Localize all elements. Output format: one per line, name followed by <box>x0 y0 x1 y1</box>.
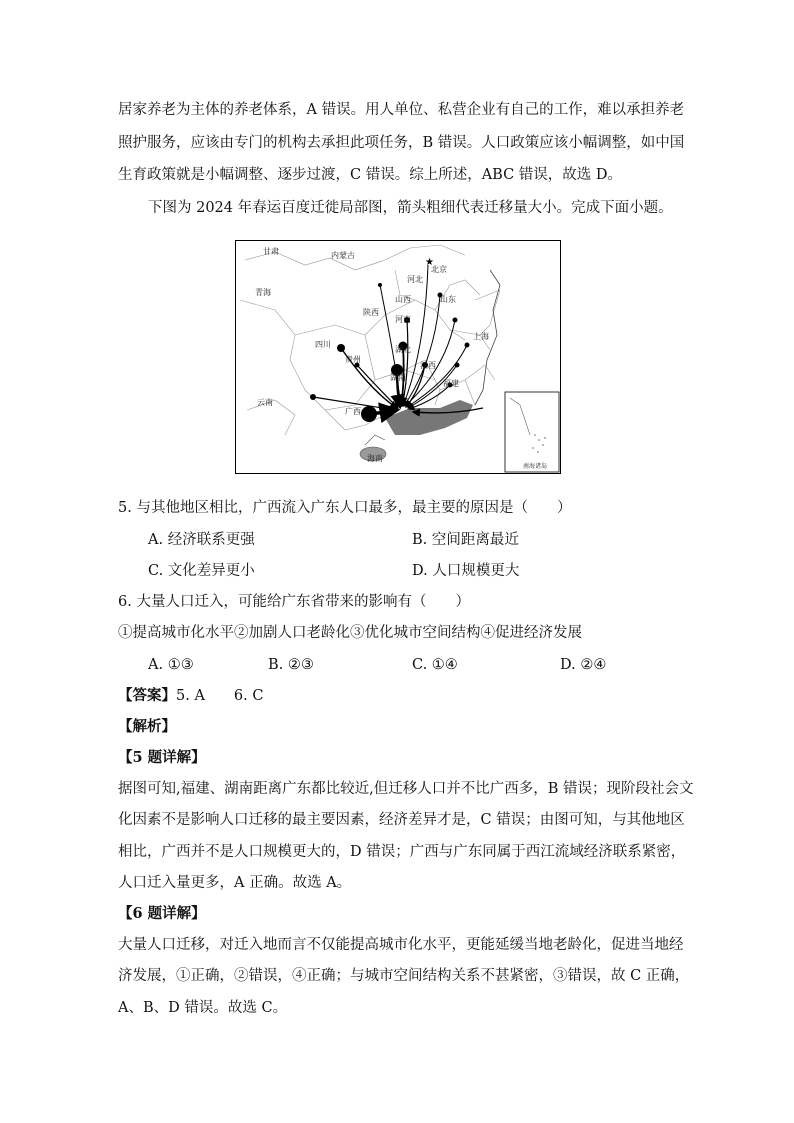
svg-text:云南: 云南 <box>257 398 273 407</box>
question-6-stem: 6. 大量人口迁入，可能给广东省带来的影响有（ ） <box>118 594 470 610</box>
q6-detail-label: 【6 题详解】 <box>118 905 206 922</box>
beijing-star-icon: ★ <box>425 257 434 268</box>
svg-text:福建: 福建 <box>443 379 459 388</box>
question-6-items: ①提高城市化水平②加剧人口老龄化③优化城市空间结构④促进经济发展 <box>118 625 582 641</box>
q5-detail-line: 据图可知,福建、湖南距离广东都比较近,但迁移人口并不比广西多，B 错误；现阶段社会文 <box>118 781 694 797</box>
q5-option-c: C. 文化差异更小 <box>148 563 255 579</box>
svg-text:陕西: 陕西 <box>363 308 379 317</box>
q6-option-b: B. ②③ <box>268 657 314 673</box>
svg-text:山西: 山西 <box>395 295 411 304</box>
svg-text:贵州: 贵州 <box>345 355 361 364</box>
text-line: 照护服务，应该由专门的机构去承担此项任务，B 错误。人口政策应该小幅调整，如中国 <box>118 135 685 151</box>
q5-option-d: D. 人口规模更大 <box>412 563 520 579</box>
q5-option-b: B. 空间距离最近 <box>412 532 519 548</box>
svg-text:山东: 山东 <box>440 295 456 304</box>
q6-detail-line: 大量人口迁移，对迁入地而言不仅能提高城市化水平，更能延缓当地老龄化，促进当地经 <box>118 937 684 953</box>
svg-text:湖北: 湖北 <box>395 345 411 354</box>
answer-text: 5. A 6. C <box>176 688 264 704</box>
q6-detail-line: A、B、D 错误。故选 C。 <box>118 1000 288 1016</box>
svg-text:湖南: 湖南 <box>390 373 406 382</box>
migration-map <box>235 240 561 474</box>
question-5-stem: 5. 与其他地区相比，广西流入广东人口最多，最主要的原因是（ ） <box>118 500 572 516</box>
svg-text:北京: 北京 <box>431 265 447 274</box>
svg-text:上海: 上海 <box>473 332 489 341</box>
svg-text:青海: 青海 <box>255 288 271 297</box>
q5-option-a: A. 经济联系更强 <box>148 532 255 548</box>
intro-text: 下图为 2024 年春运百度迁徙局部图，箭头粗细代表迁移量大小。完成下面小题。 <box>148 200 673 216</box>
q5-detail-line: 化因素不是影响人口迁移的最主要因素，经济差异才是，C 错误；由图可知，与其他地区 <box>118 812 685 828</box>
svg-text:海南: 海南 <box>367 454 383 463</box>
q5-detail-label: 【5 题详解】 <box>118 749 206 766</box>
q5-detail-line: 人口迁入量更多，A 正确。故选 A。 <box>118 875 352 891</box>
svg-text:江西: 江西 <box>420 361 436 370</box>
south-china-sea-inset <box>505 392 559 472</box>
text-line: 居家养老为主体的养老体系，A 错误。用人单位、私营企业有自己的工作，难以承担养老 <box>118 102 685 118</box>
answer-label: 【答案】 <box>118 687 176 704</box>
svg-text:河南: 河南 <box>395 315 411 324</box>
q6-option-d: D. ②④ <box>560 657 607 673</box>
q6-detail-line: 济发展，①正确，②错误，④正确；与城市空间结构关系不甚紧密，③错误，故 C 正确， <box>118 968 690 984</box>
q6-option-a: A. ①③ <box>148 657 194 673</box>
text-line: 生育政策就是小幅调整、逐步过渡，C 错误。综上所述，ABC 错误，故选 D。 <box>118 167 623 183</box>
svg-text:四川: 四川 <box>315 340 331 349</box>
svg-text:广西: 广西 <box>345 407 361 416</box>
svg-text:河北: 河北 <box>407 275 423 284</box>
svg-text:甘肃: 甘肃 <box>263 247 279 256</box>
analysis-label: 【解析】 <box>118 718 176 735</box>
svg-text:内蒙古: 内蒙古 <box>331 251 355 260</box>
svg-text:南海诸岛: 南海诸岛 <box>523 463 548 470</box>
q5-detail-line: 相比，广西并不是人口规模更大的，D 错误；广西与广东同属于西江流域经济联系紧密， <box>118 844 686 860</box>
q6-option-c: C. ①④ <box>412 657 458 673</box>
answer-line <box>118 686 678 706</box>
